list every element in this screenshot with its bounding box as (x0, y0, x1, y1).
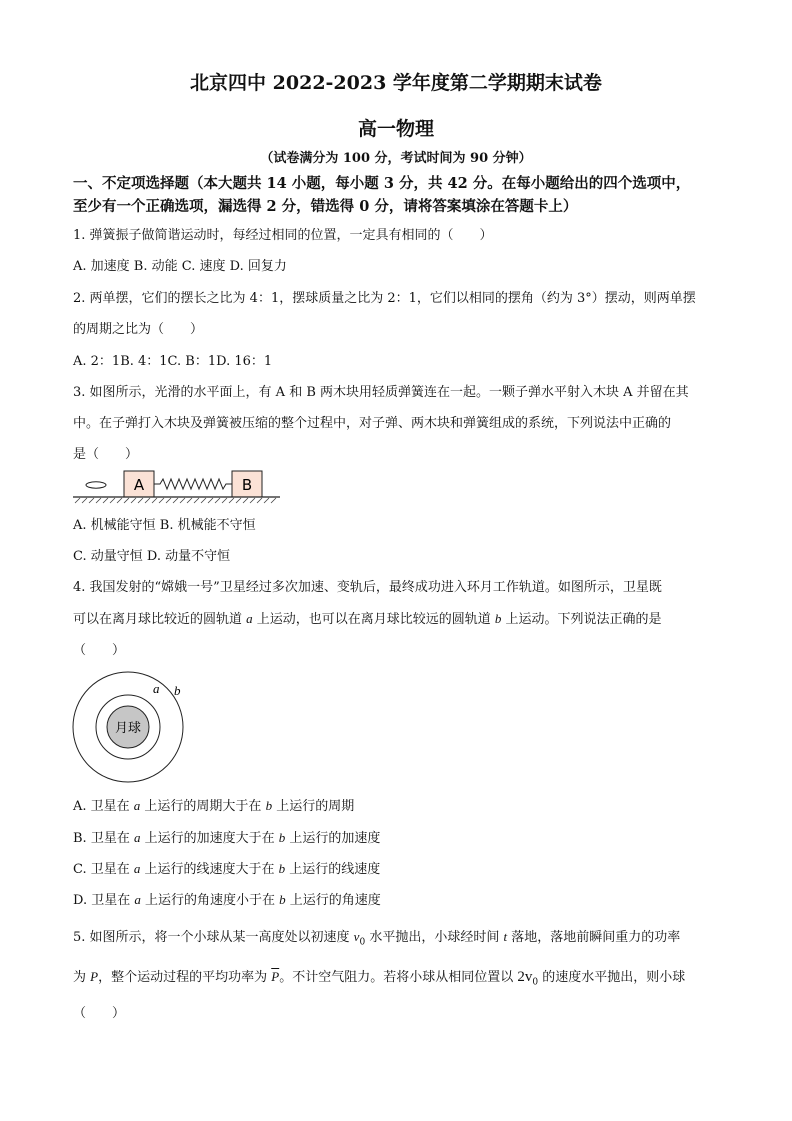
q3-stem-line2: 中。在子弹打入木块及弹簧被压缩的整个过程中，对子弹、两木块和弹簧组成的系统，下列说法中正确的 (73, 416, 672, 431)
q3-stem-line1: 3. 如图所示，光滑的水平面上，有 A 和 B 两木块用轻质弹簧连在一起。一颗子弹水平射入木块 A 并留在其 (73, 385, 689, 400)
moon-orbit-figure (70, 668, 195, 788)
q4-stem-line1: 4. 我国发射的“嫦娥一号”卫星经过多次加速、变轨后，最终成功进入环月工作轨道。如图所示，卫星既 (73, 580, 662, 595)
q5-stem-line2: 为 P，整个运动过程的平均功率为 $\overline{P}$。不计空气阻力。若将小球从相同位置以 $2v_0$ 的速度水平抛出，则小球 (73, 969, 686, 988)
page-title: 北京四中 2022-2023 学年度第二学期期末试卷 (190, 72, 602, 94)
q4-option-a: A. 卫星在 a 上运行的周期大于在 b 上运行的周期 (73, 798, 355, 814)
section-heading-line2: 至少有一个正确选项，漏选得 2 分，错选得 0 分，请将答案填涂在答题卡上） (73, 198, 578, 215)
moon-label: 月球 (114, 721, 142, 736)
q2-stem-line2: 的周期之比为（ ） (73, 322, 204, 337)
ground-hatch (75, 498, 276, 503)
block-b-label: B (241, 476, 253, 494)
q1-options: A. 加速度 B. 动能 C. 速度 D. 回复力 (73, 259, 287, 274)
q1-stem: 1. 弹簧振子做简谐运动时，每经过相同的位置，一定具有相同的（ ） (73, 228, 493, 243)
q2-stem-line1: 2. 两单摆，它们的摆长之比为 4：1，摆球质量之比为 2：1，它们以相同的摆角（约为 3°）摆动，则两单摆 (73, 291, 696, 306)
q4-option-c: C. 卫星在 a 上运行的线速度大于在 b 上运行的线速度 (73, 861, 381, 877)
q5-stem-line1: 5. 如图所示，将一个小球从某一高度处以初速度 $v_0$ 水平抛出，小球经时间 t 落地，落地前瞬间重力的功率 (73, 929, 681, 948)
exam-note: （试卷满分为 100 分，考试时间为 90 分钟） (260, 151, 532, 166)
block-a-label: A (133, 476, 145, 494)
page-subtitle: 高一物理 (357, 118, 434, 140)
q3-options-line2: C. 动量守恒 D. 动量不守恒 (73, 549, 231, 564)
bullet-icon (86, 482, 106, 488)
q4-option-b: B. 卫星在 a 上运行的加速度大于在 b 上运行的加速度 (73, 830, 381, 846)
bullet-spring-figure (72, 465, 282, 505)
q4-option-d: D. 卫星在 a 上运行的角速度小于在 b 上运行的角速度 (73, 892, 381, 908)
spring (154, 479, 232, 489)
orbit-a-label: a (153, 681, 160, 696)
q4-stem-line3: （ ） (73, 643, 126, 658)
q3-stem-line3: 是（ ） (73, 447, 139, 462)
q2-options: A. 2：1B. 4：1C. B：1D. 16：1 (73, 354, 273, 369)
q3-options-line1: A. 机械能守恒 B. 机械能不守恒 (73, 518, 256, 533)
orbit-b-label: b (174, 683, 181, 698)
q5-stem-line3: （ ） (73, 1006, 126, 1021)
section-heading-line1: 一、不定项选择题（本大题共 14 小题，每小题 3 分，共 42 分。在每小题给出的四个选项中， (73, 175, 691, 192)
q4-stem-line2: 可以在离月球比较近的圆轨道 a 上运动，也可以在离月球比较远的圆轨道 b 上运动。下列说法正确的是 (73, 611, 662, 627)
